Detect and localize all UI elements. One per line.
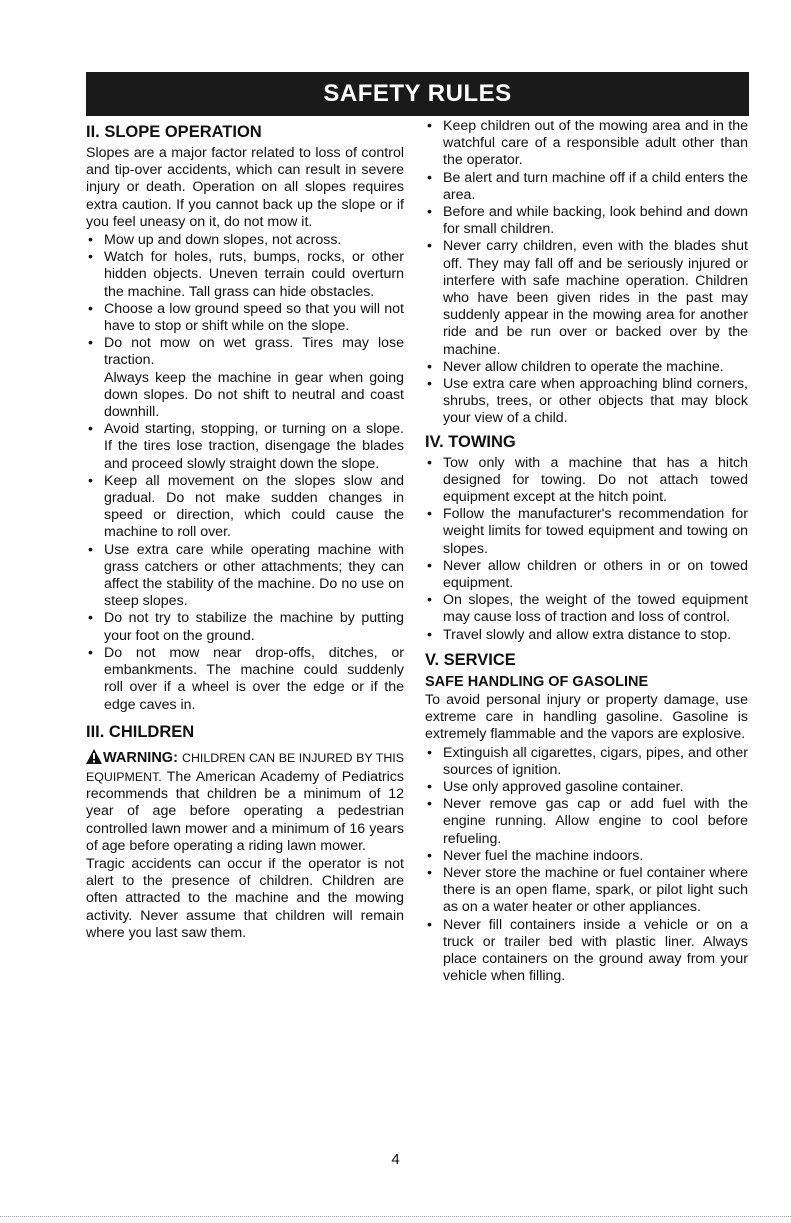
section-banner: SAFETY RULES [86,72,749,116]
warning-caps: CHILDREN CAN BE INJURED BY THIS EQUIPMENT. [86,750,404,784]
list-item: • Never fuel the machine indoors. [427,847,644,864]
list-item: • Keep all movement on the slopes slow and gradual. Do not make sudden changes in speed or direction, which could cause the machine to roll over. [88,472,404,541]
gasoline-subheading: SAFE HANDLING OF GASOLINE [425,673,649,690]
children-heading: III. CHILDREN [86,722,195,741]
list-item: • Tow only with a machine that has a hitch designed for towing. Do not attach towed equipment except at the hitch point. [427,454,748,506]
bullet-icon: • [427,864,432,881]
service-bullets [425,745,748,986]
bullet-icon: • [88,472,93,489]
bullet-icon: • [427,778,432,795]
bullet-icon: • [427,454,432,471]
bullet-icon: • [427,626,432,643]
service-heading: V. SERVICE [425,650,516,669]
list-item: • Be alert and turn machine off if a child enters the area. [427,169,748,203]
slope-intro: Slopes are a major factor related to loss of control and tip-over accidents, which can result in severe injury or death. Operation on all slopes requires extra caution. If you cannot back up the slope or if you feel uneasy on it, do not mow it. [86,145,404,230]
right-column [425,118,748,985]
list-item: • Never carry children, even with the blades shut off. They may fall off and be seriously injured or interfere with safe machine operation. Children who have been given rides in the past may suddenly appear in the mowing area for another ride and be run over or backed over by the machine. [427,238,748,358]
slope-heading: II. SLOPE OPERATION [86,123,262,141]
list-item: • Never remove gas cap or add fuel with the engine running. Allow engine to cool before refueling. [427,796,748,847]
bullet-icon: • [88,610,93,627]
bullet-icon: • [88,300,93,317]
page-number: 4 [391,1151,400,1168]
bullet-icon: • [427,506,432,523]
bullet-icon: • [88,644,93,661]
list-item: • Do not mow near drop-offs, ditches, or embankments. The machine could suddenly roll over if a wheel is over the edge or if the edge caves in. [88,644,404,713]
list-item: • Avoid starting, stopping, or turning on a slope. If the tires lose traction, disengage the blades and proceed slowly straight down the slope. [88,421,404,472]
bullet-icon: • [427,204,432,221]
list-item: • Use extra care while operating machine with grass catchers or other attachments; they can affect the stability of the machine. Do no use on steep slopes. [88,541,404,610]
list-item: • Extinguish all cigarettes, cigars, pipes, and other sources of ignition. [427,744,748,778]
warning-triangle-icon [86,749,102,769]
list-item: • Never fill containers inside a vehicle or on a truck or trailer bed with plastic liner. Always place containers on the ground away from your vehicle when filling. [427,916,748,985]
bullet-icon: • [427,169,432,186]
bullet-icon: • [427,847,432,864]
warning-label: WARNING: [103,749,178,766]
list-item: • Watch for holes, ruts, bumps, rocks, or other hidden objects. Uneven terrain could overturn the machine. Tall grass can hide obstacles. [88,249,404,300]
bullet-icon: • [427,238,432,255]
list-item: • Before and while backing, look behind and down for small children. [427,204,748,238]
warning-text: The American Academy of Pediatrics recommends that children be a minimum of 12 year of age before operating a pedestrian controlled lawn mower and a minimum of 16 years of age before operating a riding lawn mower. [86,768,404,854]
list-item: • Use extra care when approaching blind corners, shrubs, trees, or other objects that may block your view of a child. [427,376,748,427]
list-item: • On slopes, the weight of the towed equipment may cause loss of traction and loss of control. [427,592,748,626]
children-bullets [425,118,748,428]
list-item: • Never allow children or others in or on towed equipment. [427,557,748,592]
list-item: • Mow up and down slopes, not across. [88,232,342,249]
towing-heading: IV. TOWING [425,432,516,451]
bullet-icon: • [427,592,432,609]
bullet-icon: • [427,557,432,574]
list-item: • Do not try to stabilize the machine by putting your foot on the ground. [88,610,404,644]
bullet-icon: • [427,744,432,761]
bullet-icon: • [88,541,93,558]
towing-bullets [425,455,748,644]
bullet-icon: • [427,376,432,393]
list-item: • Never store the machine or fuel container where there is an open flame, spark, or pilot light such as on a water heater or other appliances. [427,864,748,916]
bullet-icon: • [88,249,93,266]
slope-bullets [86,232,404,370]
slope-bullets-2 [86,421,404,713]
bullet-icon: • [427,916,432,933]
children-para: Tragic accidents can occur if the operator is not alert to the presence of children. Children are often attracted to the machine and the mowing activity. Never assume that children will remain where you last saw them. [86,855,404,941]
left-column [86,118,404,943]
bullet-icon: • [88,335,93,352]
bottom-divider [0,1216,791,1217]
children-warning [86,749,404,855]
bullet-icon: • [88,232,93,249]
list-item: • Keep children out of the mowing area and in the watchful care of a responsible adult other than the operator. [427,118,748,169]
bullet-icon: • [427,796,432,813]
list-item: • Never allow children to operate the machine. [427,358,724,375]
service-intro: To avoid personal injury or property damage, use extreme care in handling gasoline. Gasoline is extremely flammable and the vapors are explosive. [425,691,748,743]
list-item: • Follow the manufacturer's recommendation for weight limits for towed equipment and towing on slopes. [427,506,748,557]
list-item: • Use only approved gasoline container. [427,778,684,795]
list-item: • Travel slowly and allow extra distance to stop. [427,626,732,643]
gear-note: Always keep the machine in gear when going down slopes. Do not shift to neutral and coast downhill. [104,369,404,421]
list-item: • Choose a low ground speed so that you will not have to stop or shift while on the slope. [88,300,404,335]
bullet-icon: • [427,118,432,134]
list-item: • Do not mow on wet grass. Tires may lose traction. [88,335,404,369]
bullet-icon: • [88,421,93,438]
bullet-icon: • [427,358,432,375]
